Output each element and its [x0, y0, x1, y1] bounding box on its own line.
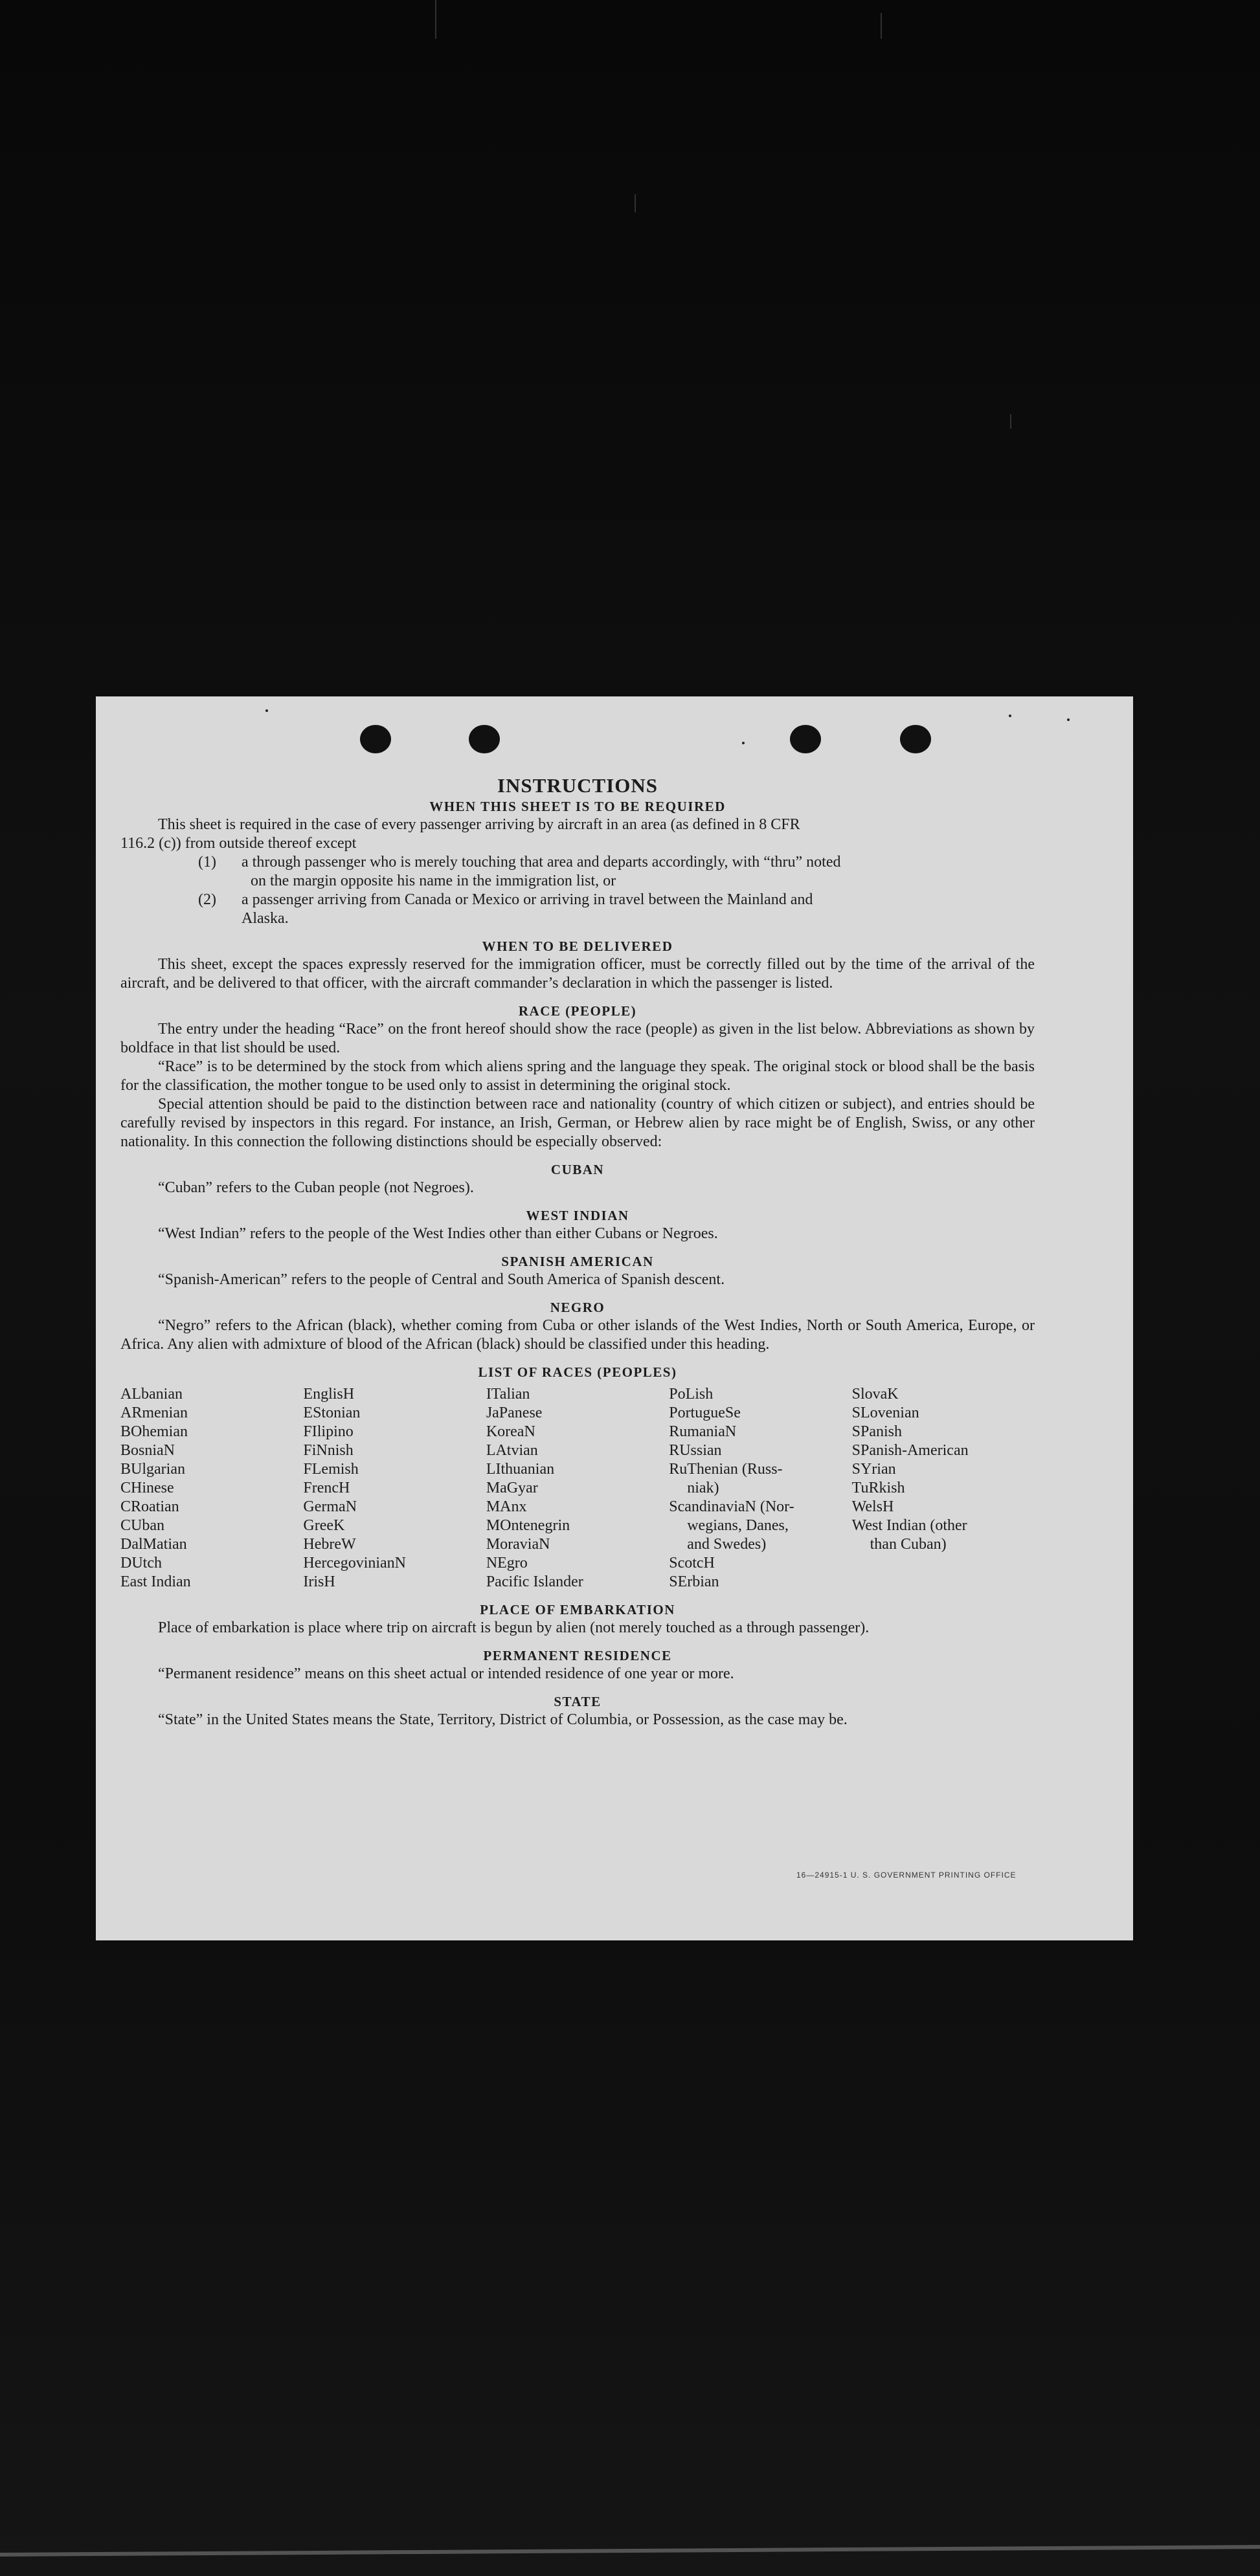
race-entry: SlovaK	[851, 1386, 899, 1403]
ink-speck	[1009, 715, 1011, 717]
ink-speck	[742, 742, 745, 744]
race-entry: East Indian	[120, 1573, 191, 1590]
race-entry: NEgro	[486, 1555, 528, 1571]
race-entry: PortugueSe	[669, 1405, 741, 1421]
section-heading-embarkation: PLACE OF EMBARKATION	[480, 1602, 675, 1617]
race-entry: ITalian	[486, 1386, 530, 1403]
race-entry: GreeK	[303, 1517, 345, 1534]
race-entry: KoreaN	[486, 1423, 535, 1440]
page-title: INSTRUCTIONS	[497, 774, 658, 797]
section-heading-races-list: LIST OF RACES (PEOPLES)	[478, 1364, 677, 1380]
race-entry: DalMatian	[120, 1536, 187, 1553]
race-paragraph-1: The entry under the heading “Race” on the front hereof should show the race (people) as given in the list below. Abbreviations as shown by boldface in that list should be used.	[120, 1021, 1035, 1056]
punch-hole	[360, 725, 391, 753]
film-scratch	[1010, 414, 1011, 428]
race-entry: Pacific Islander	[486, 1573, 583, 1590]
race-entry: HebreW	[303, 1536, 356, 1553]
race-entry: DUtch	[120, 1555, 162, 1571]
exception-text: a passenger arriving from Canada or Mexico or arriving in travel between the Mainland and	[242, 891, 813, 908]
races-column	[669, 1385, 851, 1592]
race-entry: RumaniaN	[669, 1423, 737, 1440]
film-scratch	[435, 0, 436, 39]
race-entry: ScotcH	[669, 1555, 715, 1571]
exception-item-1	[120, 853, 1035, 891]
races-column	[303, 1385, 486, 1592]
punch-hole	[469, 725, 500, 753]
race-entry: LAtvian	[486, 1442, 538, 1459]
race-entry: RUssian	[669, 1442, 722, 1459]
ink-speck	[1067, 718, 1070, 721]
residence-text: “Permanent residence” means on this sheet actual or intended residence of one year or more.	[158, 1665, 734, 1682]
race-entry: BosniaN	[120, 1442, 175, 1459]
section-heading-negro: NEGRO	[550, 1300, 605, 1315]
race-entry: CRoatian	[120, 1498, 179, 1515]
exception-text: on the margin opposite his name in the immigration list, or	[251, 872, 616, 889]
section-heading-delivered: WHEN TO BE DELIVERED	[482, 938, 673, 954]
state-text: “State” in the United States means the State, Territory, District of Columbia, or Possession, as the case may be.	[158, 1711, 848, 1728]
instruction-sheet	[96, 696, 1133, 1940]
race-entry-continued: and Swedes)	[687, 1536, 767, 1553]
exception-number: (2)	[198, 891, 216, 908]
races-table	[120, 1385, 1035, 1592]
race-entry: West Indian (other	[851, 1517, 967, 1534]
film-scratch	[881, 13, 882, 39]
race-entry: RuThenian (Russ-	[669, 1461, 783, 1478]
race-entry: CHinese	[120, 1480, 174, 1496]
negro-text: “Negro” refers to the African (black), whether coming from Cuba or other islands of the West Indies, North or South America, Europe, or Africa. Any alien with admixture of blood of the African (black) should be classified under this heading.	[120, 1317, 1035, 1353]
race-entry: HercegovinianN	[303, 1555, 407, 1571]
cuban-text: “Cuban” refers to the Cuban people (not Negroes).	[158, 1179, 474, 1196]
punch-hole	[790, 725, 821, 753]
race-entry: JaPanese	[486, 1405, 543, 1421]
section-heading-race: RACE (PEOPLE)	[518, 1003, 637, 1019]
punch-hole	[900, 725, 931, 753]
section-heading-spanish-american: SPANISH AMERICAN	[501, 1254, 654, 1269]
race-entry: IrisH	[303, 1573, 335, 1590]
section-heading-cuban: CUBAN	[550, 1162, 605, 1177]
race-paragraph-3: Special attention should be paid to the distinction between race and nationality (country of which citizen or subject), and entries should be carefully revised by inspectors in this regard. For instance, an Irish, German, or Hebrew alien by race might be of English, Swiss, or any other nationality. In this connection the following distinctions should be especially observed:	[120, 1096, 1035, 1150]
printing-office-footer: 16—24915-1 U. S. GOVERNMENT PRINTING OFFICE	[796, 1871, 1017, 1880]
race-entry: TuRkish	[851, 1480, 905, 1496]
race-entry-continued: niak)	[687, 1480, 719, 1496]
race-paragraph-2: “Race” is to be determined by the stock from which aliens spring and the language they speak. The original stock or blood shall be the basis for the classification, the mother tongue to be used only to assist in determining the original stock.	[120, 1058, 1035, 1094]
instructions-body	[120, 774, 1035, 1729]
race-entry: GermaN	[303, 1498, 357, 1515]
race-entry: FiNnish	[303, 1442, 354, 1459]
race-entry: CUban	[120, 1517, 164, 1534]
race-entry: LIthuanian	[486, 1461, 555, 1478]
race-entry: BOhemian	[120, 1423, 188, 1440]
race-entry: WelsH	[851, 1498, 894, 1515]
race-entry: SLovenian	[851, 1405, 919, 1421]
race-entry: MaGyar	[486, 1480, 538, 1496]
race-entry: ARmenian	[120, 1405, 188, 1421]
spanish-american-text: “Spanish-American” refers to the people of Central and South America of Spanish descent.	[158, 1271, 725, 1288]
race-entry: MOntenegrin	[486, 1517, 570, 1534]
race-entry-continued: wegians, Danes,	[687, 1517, 789, 1534]
required-intro-line2: 116.2 (c)) from outside thereof except	[120, 835, 357, 852]
race-entry: MAnx	[486, 1498, 527, 1515]
delivered-text: This sheet, except the spaces expressly reserved for the immigration officer, must be correctly filled out by the time of the arrival of the aircraft, and be delivered to that officer, with the aircraft commander’s declaration in which the passenger is listed.	[120, 956, 1035, 992]
race-entry: FIlipino	[303, 1423, 354, 1440]
race-entry: BUlgarian	[120, 1461, 185, 1478]
exception-text: a through passenger who is merely touching that area and departs accordingly, with “thru” noted	[242, 854, 841, 871]
race-entry: MoraviaN	[486, 1536, 550, 1553]
races-column	[852, 1385, 1035, 1592]
exception-text: Alaska.	[242, 910, 289, 927]
race-entry: EStonian	[303, 1405, 361, 1421]
ink-speck	[265, 709, 268, 712]
race-entry: SPanish	[851, 1423, 902, 1440]
race-entry: FrencH	[303, 1480, 350, 1496]
race-entry: FLemish	[303, 1461, 359, 1478]
race-entry: EnglisH	[303, 1386, 355, 1403]
exception-number: (1)	[198, 854, 216, 871]
west-indian-text: “West Indian” refers to the people of the West Indies other than either Cubans or Negroes.	[158, 1225, 718, 1242]
race-entry: ScandinaviaN (Nor-	[669, 1498, 794, 1515]
section-heading-residence: PERMANENT RESIDENCE	[483, 1648, 672, 1663]
races-column	[486, 1385, 669, 1592]
section-heading-west-indian: WEST INDIAN	[526, 1208, 629, 1223]
film-scratch	[635, 194, 636, 212]
section-heading-required: WHEN THIS SHEET IS TO BE REQUIRED	[429, 799, 726, 814]
race-entry: SErbian	[669, 1573, 719, 1590]
race-entry: SYrian	[851, 1461, 896, 1478]
race-entry: PoLish	[669, 1386, 714, 1403]
exception-item-2	[120, 891, 1035, 928]
section-heading-state: STATE	[554, 1694, 602, 1709]
races-column	[120, 1385, 303, 1592]
race-entry-continued: than Cuban)	[870, 1536, 947, 1553]
required-intro-line1: This sheet is required in the case of every passenger arriving by aircraft in an area (as defined in 8 CFR	[158, 816, 800, 833]
race-entry: ALbanian	[120, 1386, 183, 1403]
embarkation-text: Place of embarkation is place where trip on aircraft is begun by alien (not merely touched as a through passenger).	[158, 1619, 870, 1636]
race-entry: SPanish-American	[851, 1442, 969, 1459]
